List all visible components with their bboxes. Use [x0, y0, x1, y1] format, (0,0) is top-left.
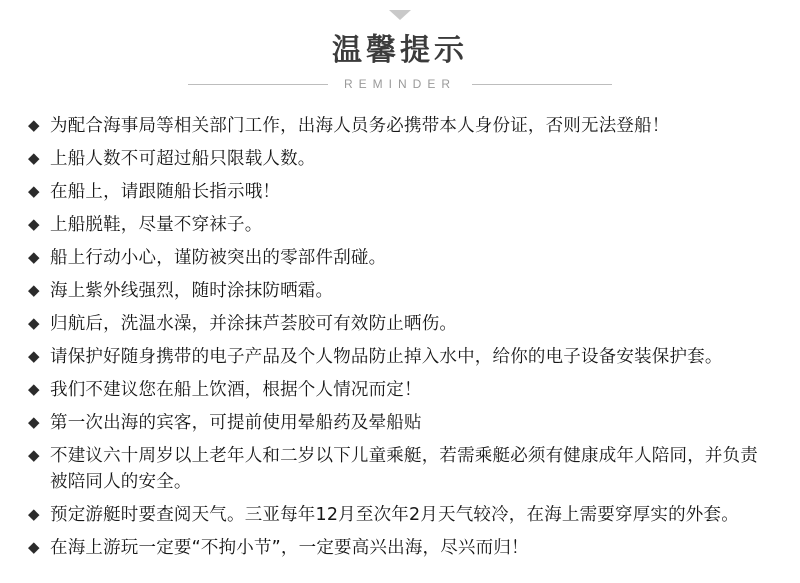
diamond-bullet-icon: ◆: [28, 282, 40, 299]
list-item-text: 我们不建议您在船上饮酒，根据个人情况而定！: [50, 380, 422, 400]
diamond-bullet-icon: ◆: [28, 216, 40, 233]
list-item: [28, 278, 772, 304]
list-item: [28, 113, 772, 139]
list-item: [28, 146, 772, 172]
diamond-bullet-icon: ◆: [28, 381, 40, 398]
list-item-text: 在船上，请跟随船长指示哦！: [50, 182, 281, 202]
list-item-text: 第一次出海的宾客，可提前使用晕船药及晕船贴: [50, 413, 422, 433]
title-subrule: [0, 77, 800, 91]
diamond-bullet-icon: ◆: [28, 414, 40, 431]
diamond-bullet-icon: ◆: [28, 183, 40, 200]
list-item-text: 预定游艇时要查阅天气。三亚每年12月至次年2月天气较冷，在海上需要穿厚实的外套。: [50, 505, 739, 525]
list-item: [28, 377, 772, 403]
diamond-bullet-icon: ◆: [28, 539, 40, 556]
diamond-bullet-icon: ◆: [28, 447, 40, 464]
list-item: [28, 344, 772, 370]
diamond-bullet-icon: ◆: [28, 315, 40, 332]
list-item: [28, 535, 772, 561]
divider-right: [472, 84, 612, 85]
page-title: 温馨提示: [332, 33, 468, 68]
list-item-text: 为配合海事局等相关部门工作，出海人员务必携带本人身份证，否则无法登船！: [50, 116, 670, 136]
list-item: [28, 179, 772, 205]
diamond-bullet-icon: ◆: [28, 348, 40, 365]
list-item: [28, 212, 772, 238]
arrow-container: [0, 0, 800, 20]
list-item: [28, 410, 772, 436]
list-item-text: 在海上游玩一定要“不拘小节”，一定要高兴出海，尽兴而归！: [50, 538, 529, 558]
list-item-text: 船上行动小心，谨防被突出的零部件刮碰。: [50, 248, 387, 268]
diamond-bullet-icon: ◆: [28, 506, 40, 523]
reminder-list: [28, 113, 772, 561]
diamond-bullet-icon: ◆: [28, 249, 40, 266]
diamond-bullet-icon: ◆: [28, 150, 40, 167]
list-item-text: 不建议六十周岁以上老年人和二岁以下儿童乘艇，若需乘艇必须有健康成年人陪同，并负责被陪同人的安全。: [50, 446, 758, 492]
list-item: [28, 245, 772, 271]
list-item-text: 归航后，洗温水澡，并涂抹芦荟胶可有效防止晒伤。: [50, 314, 458, 334]
list-item: [28, 502, 772, 528]
list-item-text: 上船脱鞋，尽量不穿袜子。: [50, 215, 263, 235]
list-item-text: 海上紫外线强烈，随时涂抹防晒霜。: [50, 281, 334, 301]
triangle-down-icon: [389, 10, 411, 20]
page-heading: [0, 34, 800, 91]
list-item-text: 请保护好随身携带的电子产品及个人物品防止掉入水中，给你的电子设备安装保护套。: [50, 347, 723, 367]
list-item: [28, 443, 772, 495]
diamond-bullet-icon: ◆: [28, 117, 40, 134]
list-item: [28, 311, 772, 337]
list-item-text: 上船人数不可超过船只限载人数。: [50, 149, 316, 169]
page-subtitle: REMINDER: [343, 77, 456, 91]
divider-left: [188, 84, 328, 85]
